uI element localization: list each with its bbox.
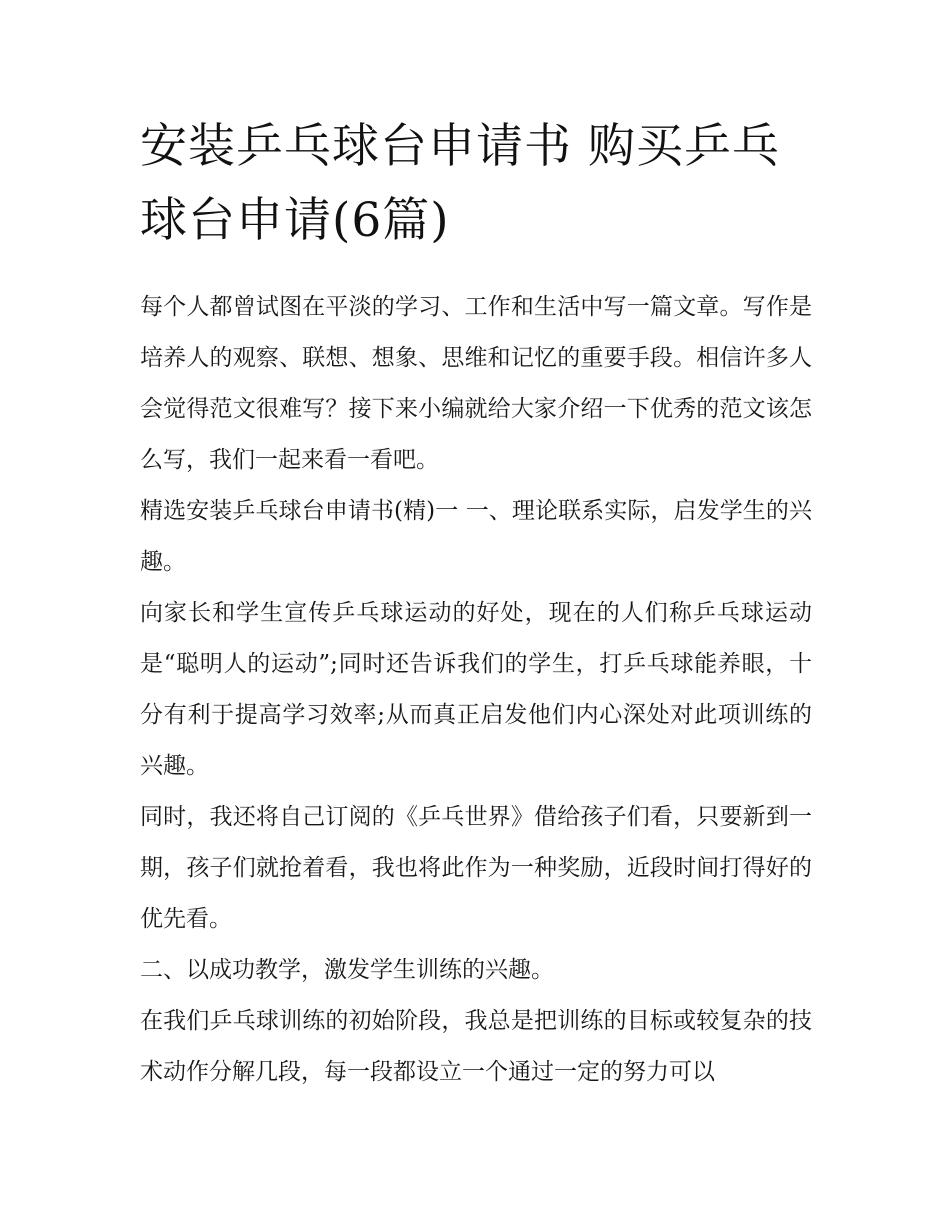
document-body xyxy=(140,282,812,1098)
paragraph-intro: 每个人都曾试图在平淡的学习、工作和生活中写一篇文章。写作是培养人的观察、联想、想象、思维和记忆的重要手段。相信许多人会觉得范文很难写？接下来小编就给大家介绍一下优秀的范文该怎么写，我们一起来看一看吧。 xyxy=(140,294,812,473)
paragraph-training-stages: 在我们乒乓球训练的初始阶段，我总是把训练的目标或较复杂的技术动作分解几段，每一段都设立一个通过一定的努力可以 xyxy=(140,1008,812,1085)
paragraph-promotion: 向家长和学生宣传乒乓球运动的好处，现在的人们称乒乓球运动是“聪明人的运动”;同时还告诉我们的学生，打乒乓球能养眼，十分有利于提高学习效率;从而真正启发他们内心深处对此项训练的兴趣。 xyxy=(140,600,812,779)
document-title: 安装乒乓球台申请书 购买乒乓球台申请(6篇) xyxy=(140,119,780,248)
paragraph-section-1-heading: 精选安装乒乓球台申请书(精)一 一、理论联系实际，启发学生的兴趣。 xyxy=(140,498,812,575)
paragraph-section-2-heading: 二、以成功教学，激发学生训练的兴趣。 xyxy=(140,957,554,983)
document-page xyxy=(140,110,812,1098)
paragraph-magazine: 同时，我还将自己订阅的《乒乓世界》借给孩子们看，只要新到一期，孩子们就抢着看，我也将此作为一种奖励，近段时间打得好的优先看。 xyxy=(140,804,812,932)
